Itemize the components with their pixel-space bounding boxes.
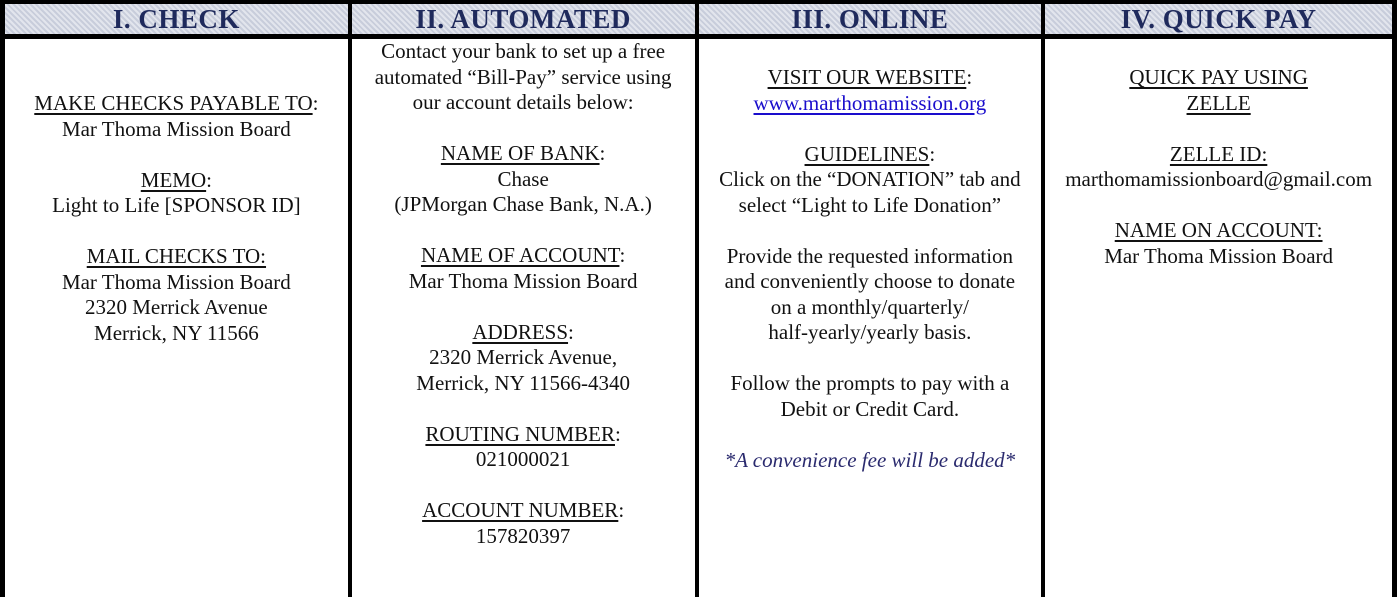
- account-number-label: ACCOUNT NUMBER: [422, 498, 619, 522]
- account-name-value: Mar Thoma Mission Board: [408, 268, 638, 293]
- zelle-block: [1045, 142, 1392, 193]
- guidelines-line-1: Click on the “DONATION” tab and: [719, 167, 1021, 191]
- follow-line-1: Follow the prompts to pay with a: [730, 371, 1010, 395]
- account-on-value: Mar Thoma Mission Board: [1104, 243, 1334, 268]
- header-check: I. CHECK: [5, 4, 352, 39]
- quick-pay-title-line-2: [1045, 91, 1392, 117]
- quick-pay-title-line-1: [1045, 65, 1392, 91]
- provide-line-2: and conveniently choose to donate: [724, 269, 1016, 293]
- follow-line-2: Debit or Credit Card.: [780, 396, 960, 421]
- mail-line-2: 2320 Merrick Avenue: [85, 295, 268, 319]
- account-on-label-line: [1045, 218, 1392, 244]
- account-number-label-line: ACCOUNT NUMBER:: [422, 498, 625, 522]
- guidelines-label-line: GUIDELINES:: [804, 141, 936, 166]
- quick-pay-column: [1045, 39, 1392, 597]
- provide-block: [699, 244, 1042, 346]
- header-quick-pay: IV. QUICK PAY: [1045, 4, 1392, 39]
- fee-block: [699, 448, 1042, 474]
- address-label-line: ADDRESS:: [472, 319, 574, 344]
- address-block: [352, 320, 695, 397]
- memo-block: [5, 168, 348, 219]
- website-link[interactable]: www.marthomamission.org: [753, 90, 987, 115]
- online-column: [699, 39, 1046, 597]
- account-name-block: [352, 243, 695, 294]
- website-link-line: [699, 91, 1042, 117]
- website-label: VISIT OUR WEBSITE: [767, 65, 967, 89]
- provide-line-3: on a monthly/quarterly/: [770, 294, 970, 319]
- account-number-block: [352, 498, 695, 549]
- follow-block: [699, 371, 1042, 422]
- bank-block: [352, 141, 695, 218]
- bank-line-1: Chase: [497, 166, 549, 191]
- website-label-line: VISIT OUR WEBSITE:: [767, 65, 973, 89]
- address-label: ADDRESS: [472, 319, 569, 344]
- header-automated: II. AUTOMATED: [352, 4, 699, 39]
- zelle-label-line: [1045, 142, 1392, 168]
- zelle-value: marthomamissionboard@gmail.com: [1065, 167, 1373, 191]
- intro-line-3: our account details below:: [412, 90, 634, 114]
- zelle-label: ZELLE ID:: [1169, 141, 1268, 166]
- intro-block: [352, 39, 695, 116]
- memo-label: MEMO: [140, 167, 207, 192]
- mail-label-line: [5, 244, 348, 270]
- account-number-value: 157820397: [475, 523, 571, 548]
- guidelines-line-2: select “Light to Life Donation”: [738, 192, 1002, 217]
- payable-label: MAKE CHECKS PAYABLE TO: [34, 91, 313, 115]
- memo-value: Light to Life [SPONSOR ID]: [52, 193, 301, 217]
- intro-line-2: automated “Bill-Pay” service using: [374, 64, 672, 89]
- address-line-1: 2320 Merrick Avenue,: [429, 345, 618, 369]
- mail-line-3: Merrick, NY 11566: [94, 320, 259, 345]
- guidelines-label: GUIDELINES: [804, 141, 930, 166]
- account-name-label-line: NAME OF ACCOUNT:: [420, 243, 626, 267]
- automated-column: [352, 39, 699, 597]
- quick-pay-title-block: [1045, 65, 1392, 116]
- account-on-block: [1045, 218, 1392, 269]
- bank-label-line: NAME OF BANK:: [440, 141, 606, 165]
- mail-block: [5, 244, 348, 346]
- routing-label: ROUTING NUMBER: [425, 421, 615, 446]
- mail-line-1: Mar Thoma Mission Board: [61, 269, 291, 294]
- provide-line-1: Provide the requested information: [726, 243, 1014, 268]
- guidelines-block: [699, 142, 1042, 219]
- routing-label-line: ROUTING NUMBER:: [425, 421, 621, 446]
- bank-label: NAME OF BANK: [440, 141, 600, 165]
- convenience-fee-note: *A convenience fee will be added*: [724, 447, 1016, 472]
- header-online: III. ONLINE: [699, 4, 1046, 39]
- provide-line-4: half-yearly/yearly basis.: [768, 320, 972, 344]
- routing-block: [352, 422, 695, 473]
- account-on-label: NAME ON ACCOUNT:: [1114, 218, 1323, 242]
- quick-pay-title-2: ZELLE: [1186, 90, 1251, 115]
- check-column: [5, 39, 352, 597]
- payable-value: Mar Thoma Mission Board: [61, 116, 291, 141]
- payable-block: [5, 91, 348, 142]
- account-name-label: NAME OF ACCOUNT: [420, 243, 620, 267]
- intro-line-1: Contact your bank to set up a free: [381, 39, 666, 63]
- payable-label-line: MAKE CHECKS PAYABLE TO:: [34, 91, 319, 115]
- quick-pay-title-1: QUICK PAY USING: [1129, 65, 1308, 89]
- bank-line-2: (JPMorgan Chase Bank, N.A.): [394, 192, 652, 216]
- mail-label: MAIL CHECKS TO:: [86, 244, 267, 268]
- routing-value: 021000021: [475, 447, 571, 471]
- address-line-2: Merrick, NY 11566-4340: [416, 370, 630, 395]
- memo-label-line: MEMO:: [140, 167, 212, 192]
- website-block: [699, 65, 1042, 116]
